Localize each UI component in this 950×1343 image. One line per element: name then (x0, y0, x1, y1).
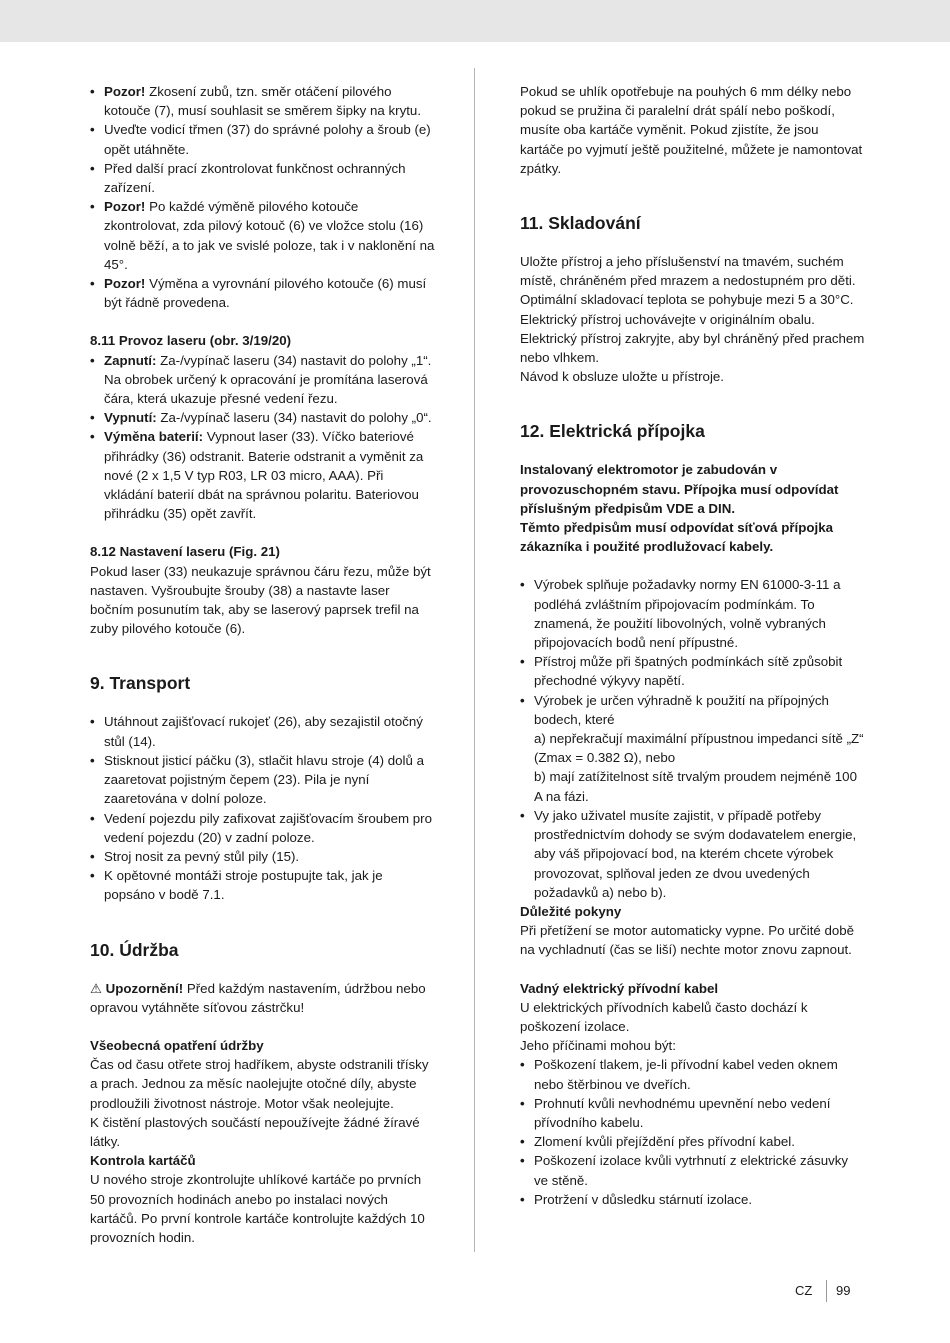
list-item: • Výrobek splňuje požadavky normy EN 61000-3-11 a podléhá zvláštním připojovacím podmínkám. To znamená, že použití libovolných, volně vybraných připojovacích bodů není přípustné. (520, 575, 865, 652)
list-item: • Zlomení kvůli přejíždění přes přívodní kabel. (520, 1132, 865, 1151)
electrical-bullets (520, 575, 865, 901)
list-item: • Zapnutí: Za-/vypínač laseru (34) nastavit do polohy „1“. Na obrobek určený k opracování je promítána laserová čára, která ukazuje přesné vedení řezu. (90, 351, 435, 409)
page-number: 99 (836, 1283, 851, 1298)
column-divider (474, 68, 475, 1252)
list-item: • Vedení pojezdu pily zafixovat zajišťovacím šroubem pro vedení pojezdu (20) v zadní poloze. (90, 809, 435, 847)
list-item: • Protržení v důsledku stárnutí izolace. (520, 1190, 865, 1209)
list-item: • Prohnutí kvůli nevhodnému upevnění nebo vedení přívodního kabelu. (520, 1094, 865, 1132)
right-column (520, 82, 865, 1209)
defective-cable-text-2: Jeho příčinami mohou být: (520, 1038, 676, 1054)
storage-text-2: Návod k obsluze uložte u přístroje. (520, 369, 724, 385)
section-8-12-title: 8.12 Nastavení laseru (Fig. 21) (90, 544, 280, 560)
brush-check-title: Kontrola kartáčů (90, 1153, 196, 1169)
language-code: CZ (795, 1283, 813, 1298)
defective-cable-text: U elektrických přívodních kabelů často dochází k poškození izolace. (520, 999, 808, 1034)
transport-bullets (90, 712, 435, 904)
list-item: • Pozor! Výměna a vyrovnání pilového kotouče (6) musí být řádně provedena. (90, 274, 435, 312)
defective-cable-title: Vadný elektrický přívodní kabel (520, 980, 719, 996)
list-item: • Stisknout jisticí páčku (3), stlačit hlavu stroje (4) dolů a zaaretovat pojistným čepem (23). Pila je nyní zaaretována v dolní poloze. (90, 751, 435, 809)
section-9-heading: 9. Transport (90, 673, 191, 694)
maintenance-warning: ⚠ Upozornění! Před každým nastavením, údržbou nebo opravou vytáhněte síťovou zástrčku! (90, 980, 426, 1015)
list-item: • Výrobek je určen výhradně k použití na přípojných bodech, které a) nepřekračují maximální přípustnou impedanci sítě „Z“ (Zmax = 0.382 Ω), nebo b) mají zatížitelnost sítě trvalým proudem nejméně 100 A na fázi. (520, 691, 865, 806)
maintenance-general-text: Čas od času otřete stroj hadříkem, abyste odstranili třísky a prach. Jednou za měsíc naolejujte otočné díly, abyste prodloužili životnost nástroje. Motor však neolejujte. (90, 1057, 429, 1111)
footer-separator (826, 1280, 827, 1302)
list-item: • Výměna baterií: Vypnout laser (33). Víčko bateriové přihrádky (36) odstranit. Baterie odstranit a vyměnit za nové (2 x 1,5 V typ R03, LR 03 micro, AAA). Při vkládání baterií dbát na správnou polaritu. Bateriovou přihrádku (35) opět zavřít. (90, 427, 435, 523)
list-item: • Před další prací zkontrolovat funkčnost ochranných zařízení. (90, 159, 435, 197)
list-item: • Poškození izolace kvůli vytrhnutí z elektrické zásuvky ve stěně. (520, 1151, 865, 1189)
cable-damage-bullets (520, 1055, 865, 1209)
electrical-intro-bold-2: Těmto předpisům musí odpovídat síťová přípojka zákazníka i použité prodlužovací kabely. (520, 520, 833, 555)
section-8-12-text: Pokud laser (33) neukazuje správnou čáru řezu, může být nastaven. Vyšroubujte šrouby (38) a nastavte laser bočním posunutím tak, aby se laserový paprsek trefil na zuby pilového kotouče (6). (90, 563, 431, 637)
section-12-heading: 12. Elektrická přípojka (520, 421, 705, 442)
left-column (90, 82, 435, 1247)
section-10-heading: 10. Údržba (90, 939, 179, 960)
electrical-intro-bold: Instalovaný elektromotor je zabudován v provozuschopném stavu. Přípojka musí odpovídat příslušným předpisům VDE a DIN. (520, 462, 839, 516)
maintenance-general-text-2: K čistění plastových součástí nepoužívejte žádné žíravé látky. (90, 1114, 420, 1149)
section-11-heading: 11. Skladování (520, 213, 641, 234)
maintenance-general-title: Všeobecná opatření údržby (90, 1037, 264, 1053)
list-item: • K opětovné montáži stroje postupujte tak, jak je popsáno v bodě 7.1. (90, 866, 435, 904)
list-item: • Přístroj může při špatných podmínkách sítě způsobit přechodné výkyvy napětí. (520, 652, 865, 690)
list-item: • Vypnutí: Za-/vypínač laseru (34) nastavit do polohy „0“. (90, 408, 435, 427)
important-notes-text: Při přetížení se motor automaticky vypne. Po určité době na vychladnutí (čas se liší) nechte motor znovu zapnout. (520, 923, 855, 958)
list-item: • Pozor! Zkosení zubů, tzn. směr otáčení pilového kotouče (7), musí souhlasit se směrem šipky na krytu. (90, 82, 435, 120)
laser-operation-bullets (90, 351, 435, 524)
saw-blade-bullets (90, 82, 435, 312)
brush-check-text-continued: Pokud se uhlík opotřebuje na pouhých 6 mm délky nebo pokud se pružina či paralelní drát spálí nebo poškodí, musíte oba kartáče vyměnit. Pokud zjistíte, že jsou kartáče po vyjmutí ještě použitelné, můžete je namontovat zpátky. (520, 84, 863, 176)
brush-check-text: U nového stroje zkontrolujte uhlíkové kartáče po prvních 50 provozních hodinách anebo po instalaci nových kartáčů. Po první kontrole kartáče kontrolujte každých 10 provozních hodin. (90, 1172, 425, 1245)
top-bar (0, 0, 950, 42)
warning-icon: ⚠ (90, 980, 102, 996)
list-item: • Pozor! Po každé výměně pilového kotouče zkontrolovat, zda pilový kotouč (6) ve vložce stolu (16) volně běží, a to jak ve svislé poloze, tak i v naklonění na 45°. (90, 197, 435, 274)
list-item: • Stroj nosit za pevný stůl pily (15). (90, 847, 435, 866)
section-8-11-title: 8.11 Provoz laseru (obr. 3/19/20) (90, 333, 292, 349)
list-item: • Poškození tlakem, je-li přívodní kabel veden oknem nebo štěrbinou ve dveřích. (520, 1055, 865, 1093)
important-notes-title: Důležité pokyny (520, 903, 622, 919)
list-item: • Uveďte vodicí třmen (37) do správné polohy a šroub (e) opět utáhněte. (90, 120, 435, 158)
list-item: • Vy jako uživatel musíte zajistit, v případě potřeby prostřednictvím dohody se svým dodavatelem energie, aby váš připojovací bod, na kterém chcete výrobek provozovat, splňoval jeden ze dvou uvedených požadavků a) nebo b). (520, 806, 865, 902)
storage-text: Uložte přístroj a jeho příslušenství na tmavém, suchém místě, chráněném před mrazem a nedostupném pro děti. Optimální skladovací teplota se pohybuje mezi 5 a 30°C. Elektrický přístroj uchovávejte v originálním obalu. Elektrický přístroj zakryjte, aby byl chráněný před prachem nebo vlhkem. (520, 254, 865, 366)
list-item: • Utáhnout zajišťovací rukojeť (26), aby sezajistil otočný stůl (14). (90, 712, 435, 750)
